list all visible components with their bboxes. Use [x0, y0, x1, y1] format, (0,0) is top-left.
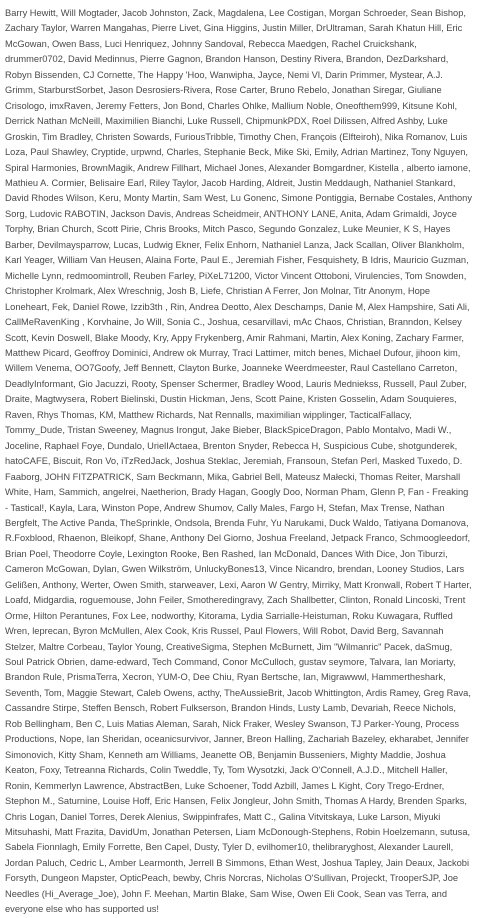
supporter-names-list: Barry Hewitt, Will Mogtader, Jacob Johnston, Zack, Magdalena, Lee Costigan, Morgan Schroeder, Sean Bishop, Zachary Taylor, Warren Mangahas, Pierre Livet, Gina Higgins, Justin Miller, DrUltraman, Sarah Khatun Hill, Eric McGowan, Owen Bass, Luci Henriquez, Johnny Sandoval, Rebecca Maedgen, Rachel Cruickshank, drummer0702, David Medinnus, Pierre Gagnon, Brandon Hanson, Destiny Rivera, Brandon, DezDarkshard, Robyn Bissenden, CJ Cornette, The Happy 'Hoo, Wanwipha, Jayce, Nemi Vl, Darin Primmer, Mystear, A.J. Grimm, StarburstSorbet, Jason Desrosiers-Rivera, Rose Carter, Bruno Rebelo, Jonathan Siregar, Giuliane Crisologo, imxRaven, Jeremy Fetters, Jon Bond, Charles Ohlke, Mallium Noble, Oneofthem999, Kitsune Kohl, Derrick Nathan McNeill, Maximilien Bianchi, Luke Russell, ChipmunkPDX, Roel Dilissen, Alfred Ashby, Luke Groskin, Tim Bradley, Christen Sowards, FuriousTribble, Timothy Chen, François (Elfteiroh), Nika Romanov, Luis Loza, Paul Shawley, Cryptide, urpwnd, Charles, Stephanie Beck, Mike Ski, Emily, Adrian Martinez, Tony Nguyen, Spiral Harmonies, BrownMagik, Andrew Fillhart, Michael Jones, Alexander Bomgardner, Kistella , alberto iamone, Mathieu A. Cormier, Belisaire Earl, Riley Taylor, Jacob Harding, Aldreit, Justin Meddaugh, Nathaniel Stankard, David Rhodes Wilson, Keru, Monty Martin, Sam West, Lu Gonenc, Simone Pontiggia, Bernabe Costales, Anthony Sorg, Ludovic RABOTIN, Jackson Davis, Andreas Scheidmeir, ANTHONY LANE, Anita, Adam Grimaldi, Joyce Torphy, Brian Church, Scott Pirie, Chris Brooks, Mitch Pasco, Segundo Gonzalez, Luke Meunier, K S, Hayes Barber, Devilmaysparrow, Lucas, Ludwig Ekner, Felix Enhorn, Nathaniel Lanza, Jack Scallan, Oliver Blankholm, Karl Yeager, William Van Heusen, Alaina Forte, Paul E., Jeremiah Fisher, Fesquishety, B Idris, Mauricio Guzman, Michelle Lynn, redmoomintroll, Reuben Farley, PiXeL71200, Victor Vincent Ottoboni, Virulencies, Tom Snowden, Christopher Krolmark, Alex Wreschnig, Josh B, Liefe, Christian A Ferrer, Jon Molnar, Titr Anonym, Hope Loneheart, Fek, Daniel Rowe, Izzib3th , Rin, Andrea Deotto, Alex Deschamps, Danie M, Alex Hampshire, Sati Ali, CallMeRavenKing , Korvhaine, Jo Will, Sonia C., Joshua, cesarvillavi, mAc Chaos, Christian, Branndon, Kelsey Scott, Kevin Doswell, Blake Moody, Kry, Appy Frykenberg, Amir Rahmani, Martin, Alex Koning, Zachary Farmer, Matthew Picard, Geoffroy Dominici, Andrew ok Murray, Traci Lattimer, mitch benes, Michael Dufour, jihoon kim, Willem Venema, OO7Goofy, Jeff Bennett, Clayton Burke, Joanneke Weerdmeester, Raul Castellano Carreton, DeadlyInformant, Gio Jacuzzi, Rooty, Spenser Schermer, Bradley Wood, Lauris Medniekss, Russell, Paul Zuber, Draite, Magtwysera, Robert Bielinski, Dustin Hickman, Jens, Scott Paine, Kristen Gosselin, Adam Souquieres, Raven, Rhys Thomas, KM, Matthew Richards, Nat Rennalls, maximilian wipplinger, TacticalFallacy, Tommy_Dude, Tristan Sweeney, Magnus Irongut, Jake Bieber, BlackSpiceDragon, Pablo Montalvo, Madi W., Joceline, Raphael Foye, Dundalo, UrielIActaea, Brenton Snyder, Rebecca H, Suspicious Cube, shotgunderek, hatoCAFE, Biscuit, Ron Vo, iTzRedJack, Joshua Steklac, Jeremiah, Fransoun, Stefan Perl, Masked Tuxedo, D. Faaborg, JOHN FITZPATRICK, Sam Beckmann, Mika, Gabriel Bell, Mateusz Małecki, Thomas Reiter, Marshall White, Ham, Sammich, angelrei, Naetherion, Brady Hagan, Googly Doo, Norman Pham, Glenn P, Fan - Freaking - Tastical!, Kayla, Lara, Winston Pope, Andrew Shumov, Cally Males, Fargo H, Stefan, Max Trense, Nathan Bergfelt, The Active Panda, TheSprinkle, Ondsola, Brenda Fuhr, Yu Narukami, Duck Waldo, Tatiyana Domanova, R.Foxblood, Rhaenon, Bleikopf, Shane, Anthony Del Giorno, Joshua Freeland, Jetpack Franco, Schmoogleedorf, Brian Poel, Theodorre Coyle, Lexington Rooke, Ben Rashed, Ian McDonald, Dances With Dice, Jon Tiburzi, Cameron McGowan, Dylan, Gwen Wilkström, UnluckyBones13, Vince Nicandro, brendan, Looney Studios, Lars Gelißen, Anthony, Werter, Owen Smith, starweaver, Lexi, Aaron W Gentry, Mirriky, Matt Kronwall, Robert T Harter, Loafd, Midgardia, roguemouse, John Feiler, Smotheredingravy, Zach Shallbetter, Clinton, Ronald Lincoski, Trent Orme, Hilton Perantunes, Fox Lee, nodworthy, Kitorama, Lydia Sarrialle-Heistuman, Roku Kuwagara, Ruffled Wren, leprecan, Byron McMullen, Alex Cook, Kris Russel, Paul Flowers, Will Robot, David Berg, Savannah Stelzer, Maltre Corbeau, Taylor Young, CreativeSigma, Stephen McBurnett, Jim "Wilmanric" Pacek, daSmug, Soul Patrick Obrien, dame-edward, Tech Command, Conor McCulloch, gustav seymore, Talvara, Ian Moriarty, Brandon Rule, PrismaTerra, Xecron, YUM-O, Dee Chiu, Ryan Bertsche, Ian, Migrawwwl, Hammertheshark, Seventh, Tom, Maggie Stewart, Caleb Owens, acthy, TheAussieBrit, Jacob Whittington, Ardis Ramey, Greg Rava, Cassandre Stirpe, Steffen Bensch, Robert Fulkserson, Brandon Hinds, Lusty Lamb, Devariah, Reece Nichols, Rob Bellingham, Ben C, Luis Matias Aleman, Sarah, Nick Fraker, Wesley Swanson, TJ Parker-Young, Process Productions, Nope, Ian Sheridan, oceanicsurvivor, Janner, Breon Halling, Zachariah Bazeley, ekharabet, Jennifer Simonovich, Kitty Sham, Kenneth am Williams, Jeanette OB, Benjamin Busseniers, Mighty Maddie, Joshua Keaton, Foxy, Tetreanna Richards, Colin Tweddle, Ty, Tom Wysotzki, Jack O'Connell, A.J.D., Mitchell Haller, Ronin, Kemmerlyn Lawrence, AbstractBen, Luke Schoener, Todd Azbill, James L Kight, Cory Trego-Erdner, Stephon M., Saturnine, Louise Hoff, Eric Hansen, Felix Jongleur, John Smith, Thomas A Hardy, Brenden Sparks, Chris Logan, Daniel Torres, Derek Alenius, Swippinfrafes, Matt C., Galina Vitvitskaya, Luke Larson, Miyuki Mitsuhashi, Matt Frazita, DavidUm, Jonathan Petersen, Liam McDonough-Stephens, Robin Hoelzemann, sutusa, Sabela Fionnlagh, Emily Forrette, Ben Capel, Dusty, Tyler D, evilhomer10, thelibraryghost, Alexander Laurell, Jordan Paluch, Cedric L, Amber Learmonth, Jerrell B Simmons, Ethan West, Joshua Tapley, Jain Deaux, Jackobi Forsyth, Dungeon Mapster, OpticPeach, bewby, Chris Norcras, Nicholas O'Sullivan, Projeckt, TrooperSJP, Joe Needles (Hi_Average_Joe), John F. Meehan, Martin Blake, Sam Wise, Owen Eli Cook, Sean vas Terra, and everyone else who has supported us!: [5, 8, 472, 915]
